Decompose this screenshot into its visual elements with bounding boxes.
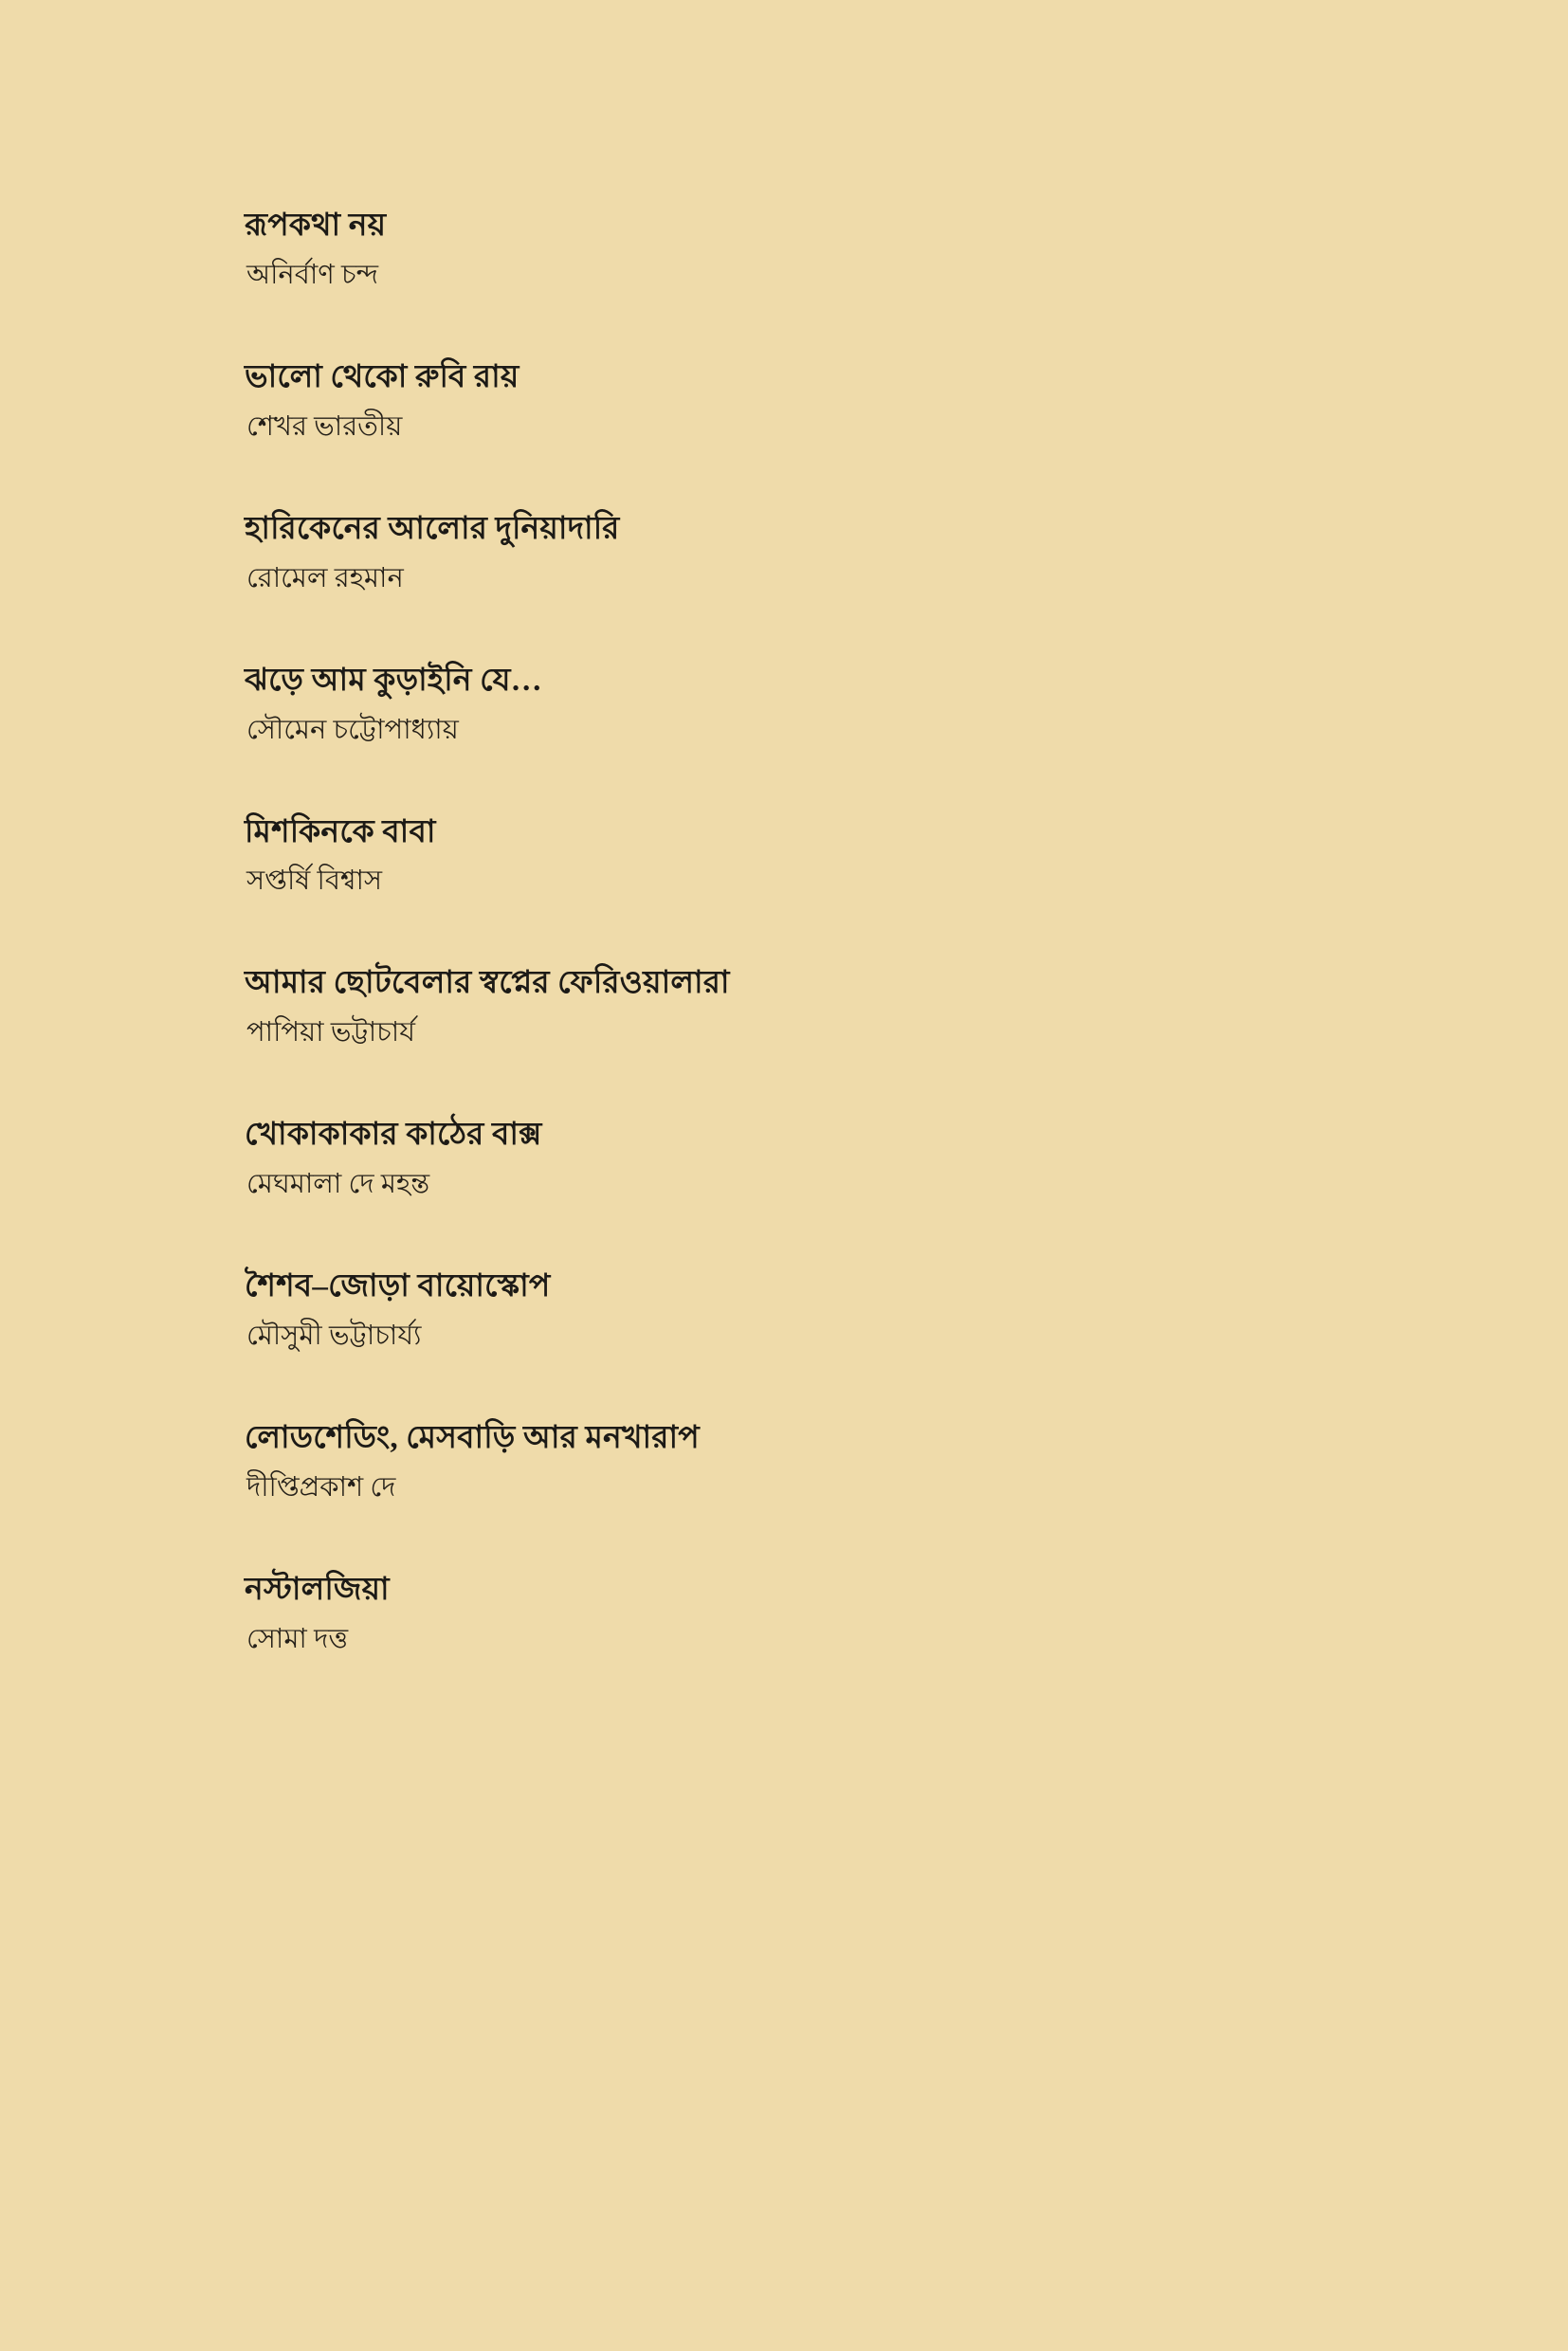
list-item bbox=[245, 659, 1568, 750]
list-item bbox=[245, 811, 1568, 902]
table-of-contents bbox=[245, 204, 1568, 1659]
entry-title: আমার ছোটবেলার স্বপ্নের ফেরিওয়ালারা bbox=[245, 966, 730, 1001]
list-item bbox=[245, 1113, 1568, 1204]
entry-author: পাপিয়া ভট্টাচার্য bbox=[246, 1017, 415, 1048]
entry-author: শেখর ভারতীয় bbox=[246, 410, 403, 442]
entry-author: রোমেল রহমান bbox=[246, 562, 404, 593]
list-item bbox=[245, 355, 1568, 447]
list-item bbox=[245, 1416, 1568, 1507]
entry-title: লোডশেডিং, মেসবাড়ি আর মনখারাপ bbox=[245, 1421, 700, 1456]
entry-title: শৈশব–জোড়া বায়োস্কোপ bbox=[245, 1269, 551, 1304]
entry-author: সপ্তর্ষি বিশ্বাস bbox=[246, 866, 383, 897]
entry-author: সৌমেন চট্টোপাধ্যায় bbox=[246, 714, 459, 745]
list-item bbox=[245, 1265, 1568, 1356]
entry-title: হারিকেনের আলোর দুনিয়াদারি bbox=[245, 511, 620, 546]
list-item bbox=[245, 1568, 1568, 1659]
entry-title: ঝড়ে আম কুড়াইনি যে… bbox=[245, 663, 542, 698]
entry-author: দীপ্তিপ্রকাশ দে bbox=[246, 1471, 396, 1503]
entry-author: সোমা দত্ত bbox=[246, 1623, 349, 1654]
list-item bbox=[245, 961, 1568, 1052]
entry-author: মেঘমালা দে মহন্ত bbox=[246, 1169, 430, 1200]
list-item bbox=[245, 507, 1568, 598]
entry-title: মিশকিনকে বাবা bbox=[245, 814, 436, 849]
entry-author: অনির্বাণ চন্দ bbox=[246, 259, 378, 290]
entry-title: খোকাকাকার কাঠের বাক্স bbox=[245, 1118, 542, 1153]
entry-title: রূপকথা নয় bbox=[245, 209, 387, 243]
entry-author: মৌসুমী ভট্টাচার্য্য bbox=[246, 1321, 422, 1352]
list-item bbox=[245, 204, 1568, 295]
entry-title: ভালো থেকো রুবি রায় bbox=[245, 359, 520, 394]
entry-title: নস্টালজিয়া bbox=[245, 1573, 390, 1608]
